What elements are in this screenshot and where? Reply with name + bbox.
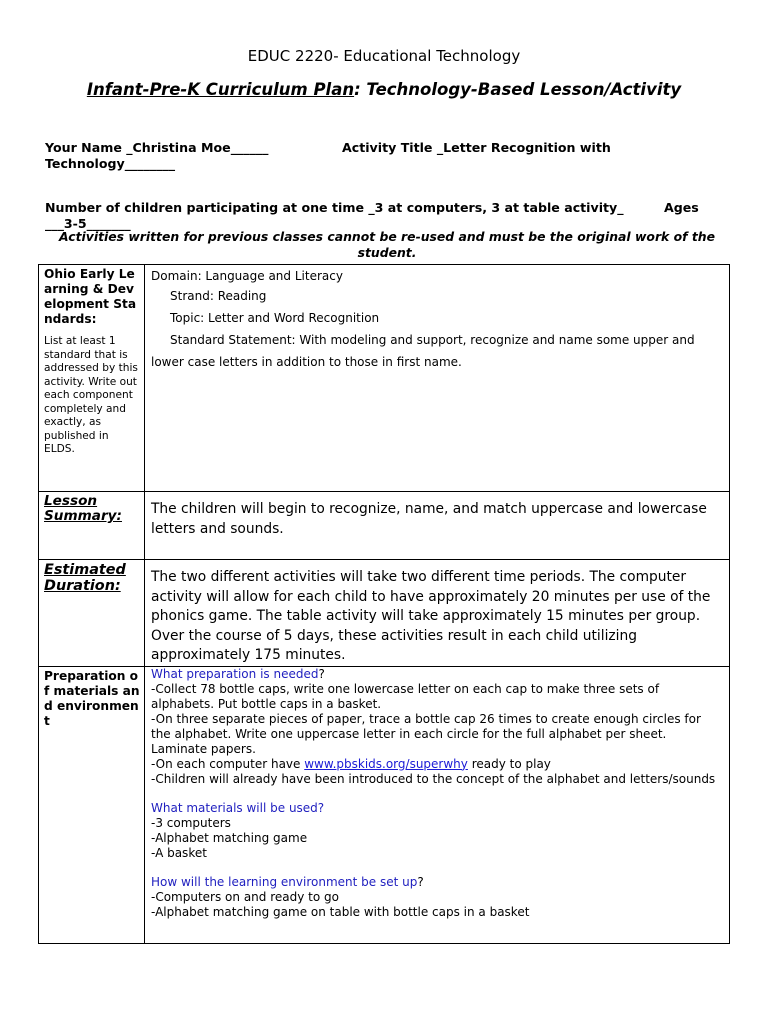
preparation-content — [145, 667, 729, 920]
spacer — [151, 787, 723, 801]
prep-question-2: What materials will be used? — [151, 800, 325, 815]
statement-text: Standard Statement: With modeling and support, recognize and name some upper and — [170, 333, 695, 347]
strand-text: Strand: Reading — [170, 289, 267, 303]
prep-question-1: What preparation is needed? — [151, 666, 325, 681]
preparation-label-cell — [39, 666, 145, 943]
curriculum-table — [38, 264, 730, 944]
standards-row — [39, 265, 730, 492]
standards-note: List at least 1 standard that is addressed by this activity. Write out each component completely and exactly, as published in ELDS. — [44, 335, 138, 455]
prep-line-caps: -Collect 78 bottle caps, write one lowercase letter on each cap to make three sets of alphabets. Put bottle caps in a basket. — [151, 681, 660, 711]
superwhy-link[interactable]: www.pbskids.org/superwhy — [304, 756, 468, 771]
duration-content-cell — [145, 560, 730, 667]
ages-label: Ages — [664, 200, 699, 215]
material-computers: -3 computers — [151, 815, 231, 830]
env-computers: -Computers on and ready to go — [151, 889, 339, 904]
material-basket: -A basket — [151, 845, 207, 860]
summary-content-cell — [145, 492, 730, 560]
summary-row — [39, 492, 730, 560]
activity-title: Activity Title _Letter Recognition with — [342, 140, 611, 155]
ages-value: ___3-5_______ — [45, 216, 131, 231]
course-title: EDUC 2220- Educational Technology — [247, 47, 521, 65]
preparation-label: Preparation of materials and environment — [44, 668, 140, 728]
children-count: Number of children participating at one time _3 at computers, 3 at table activity_ — [45, 200, 624, 215]
name-activity-block — [45, 140, 725, 172]
plan-title-sub: : Technology-Based Lesson/Activity — [354, 80, 682, 99]
activity-title-cont: Technology________ — [45, 156, 176, 171]
prep-question-3: How will the learning environment be set up? — [151, 874, 424, 889]
domain-text: Domain: Language and Literacy — [151, 269, 343, 283]
preparation-row — [39, 666, 730, 943]
statement-text-cont: lower case letters in addition to those in first name. — [151, 355, 462, 369]
originality-notice: Activities written for previous classes cannot be re-used and must be the original work of the student. — [59, 229, 715, 260]
duration-row — [39, 560, 730, 667]
summary-label: Lesson Summary: — [44, 493, 122, 524]
duration-label: Estimated Duration: — [44, 562, 126, 594]
participants-block — [45, 200, 735, 232]
plan-title-main: Infant-Pre-K Curriculum Plan — [86, 80, 355, 99]
summary-text: The children will begin to recognize, name, and match uppercase and lowercase letters and sounds. — [151, 501, 707, 537]
summary-label-cell — [39, 492, 145, 560]
standards-label: Ohio Early Learning & Development Standards: — [44, 267, 137, 326]
plan-title — [0, 80, 768, 99]
duration-label-cell — [39, 560, 145, 667]
standards-content — [145, 265, 729, 373]
prep-line-computer: -On each computer have www.pbskids.org/superwhy ready to play — [151, 756, 551, 771]
prep-line-introduced: -Children will already have been introduced to the concept of the alphabet and letters/sounds — [151, 771, 716, 786]
material-game: -Alphabet matching game — [151, 830, 308, 845]
preparation-content-cell — [145, 666, 730, 943]
prep-line-paper: -On three separate pieces of paper, trace a bottle cap 26 times to create enough circles for the alphabet. Write one uppercase letter in each circle for the full alphabet per sheet. Laminate papers. — [151, 711, 701, 756]
standards-label-cell — [39, 265, 145, 492]
topic-text: Topic: Letter and Word Recognition — [170, 311, 380, 325]
standards-content-cell — [145, 265, 730, 492]
env-game: -Alphabet matching game on table with bottle caps in a basket — [151, 904, 530, 919]
spacer — [151, 861, 723, 875]
duration-text: The two different activities will take two different time periods. The computer activity will allow for each child to have approximately 20 minutes per use of the phonics game. The table activity will take approximately 15 minutes per group. Over the course of 5 days, these activities result in each child utilizing approximately 175 minutes. — [151, 569, 711, 663]
your-name: Your Name _Christina Moe______ — [45, 140, 269, 155]
